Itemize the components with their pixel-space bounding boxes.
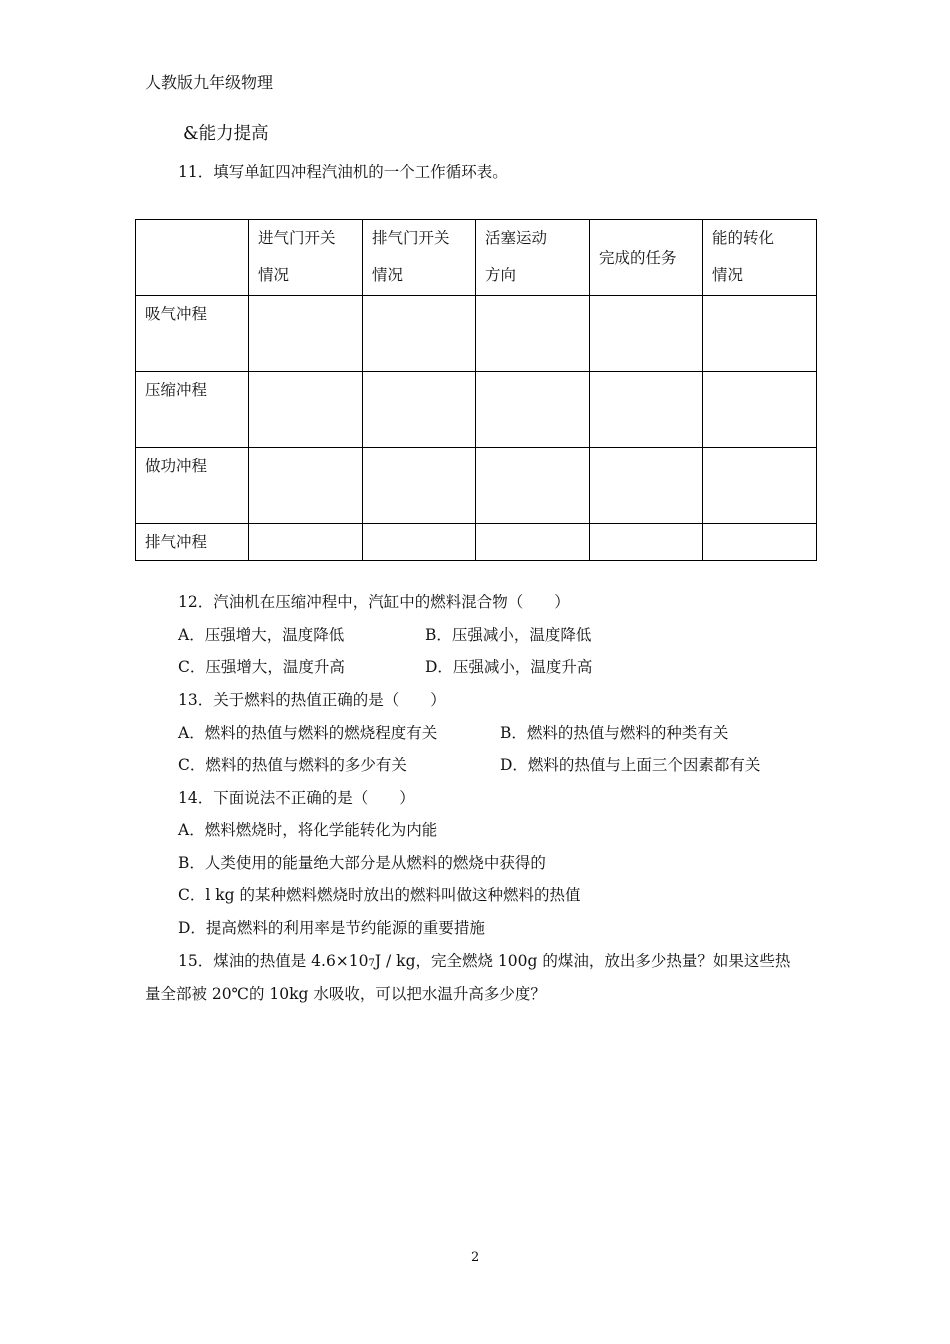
header-cell-exhaust-valve: 排气门开关 情况 <box>363 220 476 296</box>
question-11-text: 11．填写单缸四冲程汽油机的一个工作循环表。 <box>178 163 508 181</box>
question-12-text: 12．汽油机在压缩冲程中，汽缸中的燃料混合物（ ） <box>178 593 570 611</box>
question-12-option-a: A．压强增大，温度降低 <box>178 626 345 644</box>
question-14-option-d: D．提高燃料的利用率是节约能源的重要措施 <box>178 919 485 937</box>
row-label-intake: 吸气冲程 <box>136 296 249 372</box>
row-label-power: 做功冲程 <box>136 448 249 524</box>
table-cell[interactable] <box>363 372 476 448</box>
header-cell-task: 完成的任务 <box>590 220 703 296</box>
table-cell[interactable] <box>590 372 703 448</box>
table-row <box>136 448 817 524</box>
table-cell[interactable] <box>363 296 476 372</box>
question-15-line-2: 量全部被 20℃的 10kg 水吸收，可以把水温升高多少度？ <box>145 985 546 1003</box>
table-cell[interactable] <box>249 448 363 524</box>
question-13-text: 13．关于燃料的热值正确的是（ ） <box>178 691 446 709</box>
question-14-option-a: A．燃料燃烧时，将化学能转化为内能 <box>178 821 438 839</box>
table-cell[interactable] <box>703 296 817 372</box>
table-cell[interactable] <box>476 448 590 524</box>
table-cell[interactable] <box>590 524 703 561</box>
table-cell[interactable] <box>476 296 590 372</box>
table-cell[interactable] <box>249 296 363 372</box>
book-title: 人教版九年级物理 <box>145 73 274 92</box>
header-cell-intake-valve: 进气门开关 情况 <box>249 220 363 296</box>
table-cell[interactable] <box>703 524 817 561</box>
table-cell[interactable] <box>363 524 476 561</box>
header-cell-energy-conversion: 能的转化 情况 <box>703 220 817 296</box>
question-14-text: 14．下面说法不正确的是（ ） <box>178 789 415 807</box>
page-number: 2 <box>471 1250 480 1265</box>
table-cell[interactable] <box>476 372 590 448</box>
row-label-exhaust: 排气冲程 <box>136 524 249 561</box>
table-header-row <box>136 220 817 296</box>
question-13-option-c: C．燃料的热值与燃料的多少有关 <box>178 756 407 774</box>
question-12-option-d: D．压强减小，温度升高 <box>425 658 593 676</box>
question-15-line-1: 15．煤油的热值是 4.6×107J / kg，完全燃烧 100g 的煤油，放出多少热量？如果这些热 <box>178 952 791 970</box>
table-cell[interactable] <box>703 372 817 448</box>
table-cell[interactable] <box>590 448 703 524</box>
question-13-option-a: A．燃料的热值与燃料的燃烧程度有关 <box>178 724 438 742</box>
question-14-option-c: C．l kg 的某种燃料燃烧时放出的燃料叫做这种燃料的热值 <box>178 886 581 904</box>
table-cell[interactable] <box>590 296 703 372</box>
table-row <box>136 372 817 448</box>
table-corner-cell <box>136 220 249 296</box>
header-cell-piston-direction: 活塞运动 方向 <box>476 220 590 296</box>
row-label-compression: 压缩冲程 <box>136 372 249 448</box>
table-cell[interactable] <box>249 524 363 561</box>
table-cell[interactable] <box>249 372 363 448</box>
table-row <box>136 296 817 372</box>
question-12-option-c: C．压强增大，温度升高 <box>178 658 345 676</box>
question-13-option-d: D．燃料的热值与上面三个因素都有关 <box>500 756 761 774</box>
table-row <box>136 524 817 561</box>
table-cell[interactable] <box>363 448 476 524</box>
table-cell[interactable] <box>476 524 590 561</box>
section-title: &能力提高 <box>183 124 269 144</box>
question-14-option-b: B．人类使用的能量绝大部分是从燃料的燃烧中获得的 <box>178 854 546 872</box>
question-13-option-b: B．燃料的热值与燃料的种类有关 <box>500 724 729 742</box>
engine-cycle-table <box>135 219 817 561</box>
table-cell[interactable] <box>703 448 817 524</box>
question-12-option-b: B．压强减小，温度降低 <box>425 626 592 644</box>
